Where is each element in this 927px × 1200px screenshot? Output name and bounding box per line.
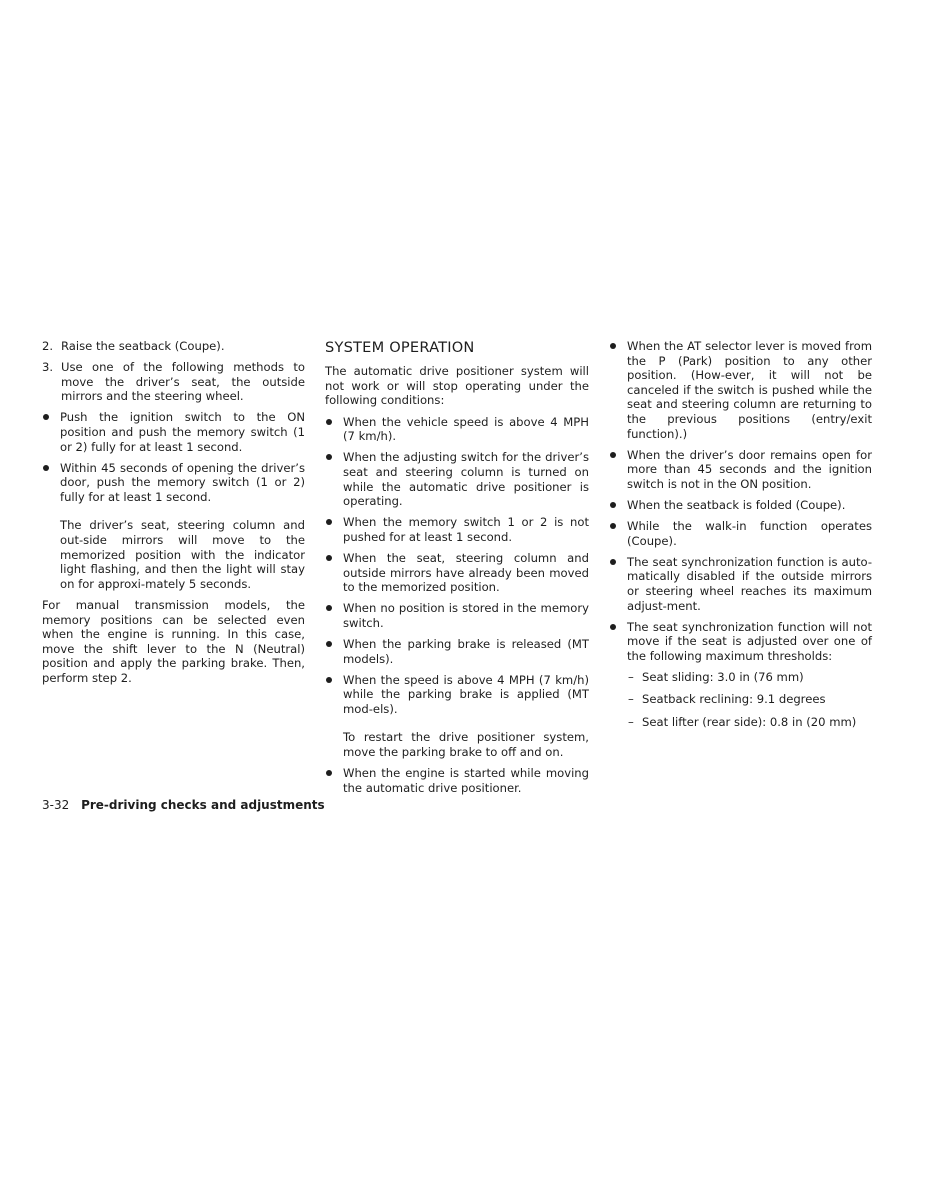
bullet-icon	[610, 502, 616, 508]
section-title: Pre-driving checks and adjustments	[81, 798, 325, 812]
bullet-icon	[326, 641, 332, 647]
step-text: Use one of the following methods to move the driver’s seat, the outside mirrors and the steering wheel.	[61, 360, 305, 404]
section-heading: SYSTEM OPERATION	[325, 339, 475, 356]
dash-mark: –	[628, 669, 634, 684]
step-number: 3.	[42, 360, 54, 375]
bullet-icon	[326, 677, 332, 683]
bullet-icon	[326, 770, 332, 776]
bullet-text: When the parking brake is released (MT models).	[343, 637, 589, 666]
threshold-item	[609, 692, 872, 707]
column-left	[42, 339, 305, 685]
bullet-icon	[610, 343, 616, 349]
dash-mark: –	[628, 715, 634, 730]
bullet-icon	[326, 555, 332, 561]
bullet-text: When the seatback is folded (Coupe).	[627, 497, 846, 512]
condition-bullet	[325, 637, 589, 666]
condition-bullet	[325, 450, 589, 508]
bullet-icon	[610, 523, 616, 529]
condition-bullet	[609, 448, 872, 492]
bullet-text: When the engine is started while moving the automatic drive positioner.	[343, 766, 589, 795]
threshold-text: Seatback reclining: 9.1 degrees	[642, 692, 826, 707]
manual-transmission-note: For manual transmission models, the memory positions can be selected even when the engine is running. In this case, move the shift lever to the N (Neutral) position and apply the parking brake. Then, perform step 2.	[42, 597, 305, 685]
column-middle	[325, 339, 589, 802]
bullet-icon	[610, 559, 616, 565]
method-bullet	[42, 410, 305, 454]
condition-bullet	[325, 673, 589, 717]
condition-bullet	[609, 498, 872, 513]
condition-bullet	[325, 551, 589, 595]
bullet-icon	[43, 414, 49, 420]
bullet-text: The seat synchronization function is auto-matically disabled if the outside mirrors or steering wheel reaches its maximum adjust-ment.	[627, 554, 872, 613]
page-number: 3-32	[42, 798, 70, 812]
threshold-text: Seat sliding: 3.0 in (76 mm)	[642, 669, 804, 684]
bullet-icon	[43, 465, 49, 471]
bullet-text: When the vehicle speed is above 4 MPH (7 km/h).	[343, 414, 589, 444]
condition-bullet	[325, 415, 589, 444]
bullet-icon	[326, 454, 332, 460]
page-footer	[42, 798, 325, 813]
bullet-text: When the AT selector lever is moved from the P (Park) position to any other position. (How-ever, it will not be canceled if the switch is pushed while the seat and steering column are returning to the previous positions (entry/exit function).)	[627, 339, 872, 441]
step-text: Raise the seatback (Coupe).	[61, 339, 225, 353]
bullet-text: When the driver’s door remains open for more than 45 seconds and the ignition switch is not in the ON position.	[627, 447, 872, 491]
step-3	[42, 360, 305, 404]
bullet-icon	[326, 419, 332, 425]
threshold-item	[609, 715, 872, 730]
bullet-icon	[326, 519, 332, 525]
condition-bullet	[609, 519, 872, 548]
threshold-item	[609, 670, 872, 685]
step-number: 2.	[42, 339, 54, 353]
column-right	[609, 339, 872, 738]
bullet-text: When the speed is above 4 MPH (7 km/h) while the parking brake is applied (MT mod-els).	[343, 672, 589, 716]
bullet-text: When no position is stored in the memory switch.	[343, 601, 589, 630]
condition-bullet	[609, 339, 872, 441]
step-2	[42, 339, 305, 354]
bullet-icon	[610, 452, 616, 458]
bullet-icon	[326, 605, 332, 611]
bullet-text: The seat synchronization function will not move if the seat is adjusted over one of the following maximum thresholds:	[627, 619, 872, 663]
memorized-position-note: The driver’s seat, steering column and out-side mirrors will move to the memorized position with the indicator light flashing, and then the light will stay on for approxi-mately 5 seconds.	[60, 518, 305, 591]
condition-bullet	[325, 515, 589, 544]
condition-bullet	[325, 766, 589, 795]
bullet-text: When the adjusting switch for the driver’s seat and steering column is turned on while the automatic drive positioner is operating.	[343, 450, 589, 509]
bullet-text: When the memory switch 1 or 2 is not pushed for at least 1 second.	[343, 515, 589, 544]
bullet-text: Within 45 seconds of opening the driver’s door, push the memory switch (1 or 2) fully for at least 1 second.	[60, 460, 305, 504]
condition-bullet	[325, 601, 589, 630]
method-bullet	[42, 461, 305, 505]
bullet-text: While the walk-in function operates (Coupe).	[627, 519, 872, 548]
restart-note: To restart the drive positioner system, move the parking brake to off and on.	[343, 730, 589, 760]
condition-bullet	[609, 620, 872, 664]
condition-bullet	[609, 555, 872, 613]
bullet-icon	[610, 624, 616, 630]
bullet-text: When the seat, steering column and outside mirrors have already been moved to the memorized position.	[343, 551, 589, 595]
bullet-text: Push the ignition switch to the ON position and push the memory switch (1 or 2) fully for at least 1 second.	[60, 410, 305, 454]
dash-mark: –	[628, 692, 634, 707]
section-intro: The automatic drive positioner system will not work or will stop operating under the following conditions:	[325, 364, 589, 408]
threshold-text: Seat lifter (rear side): 0.8 in (20 mm)	[642, 715, 857, 730]
